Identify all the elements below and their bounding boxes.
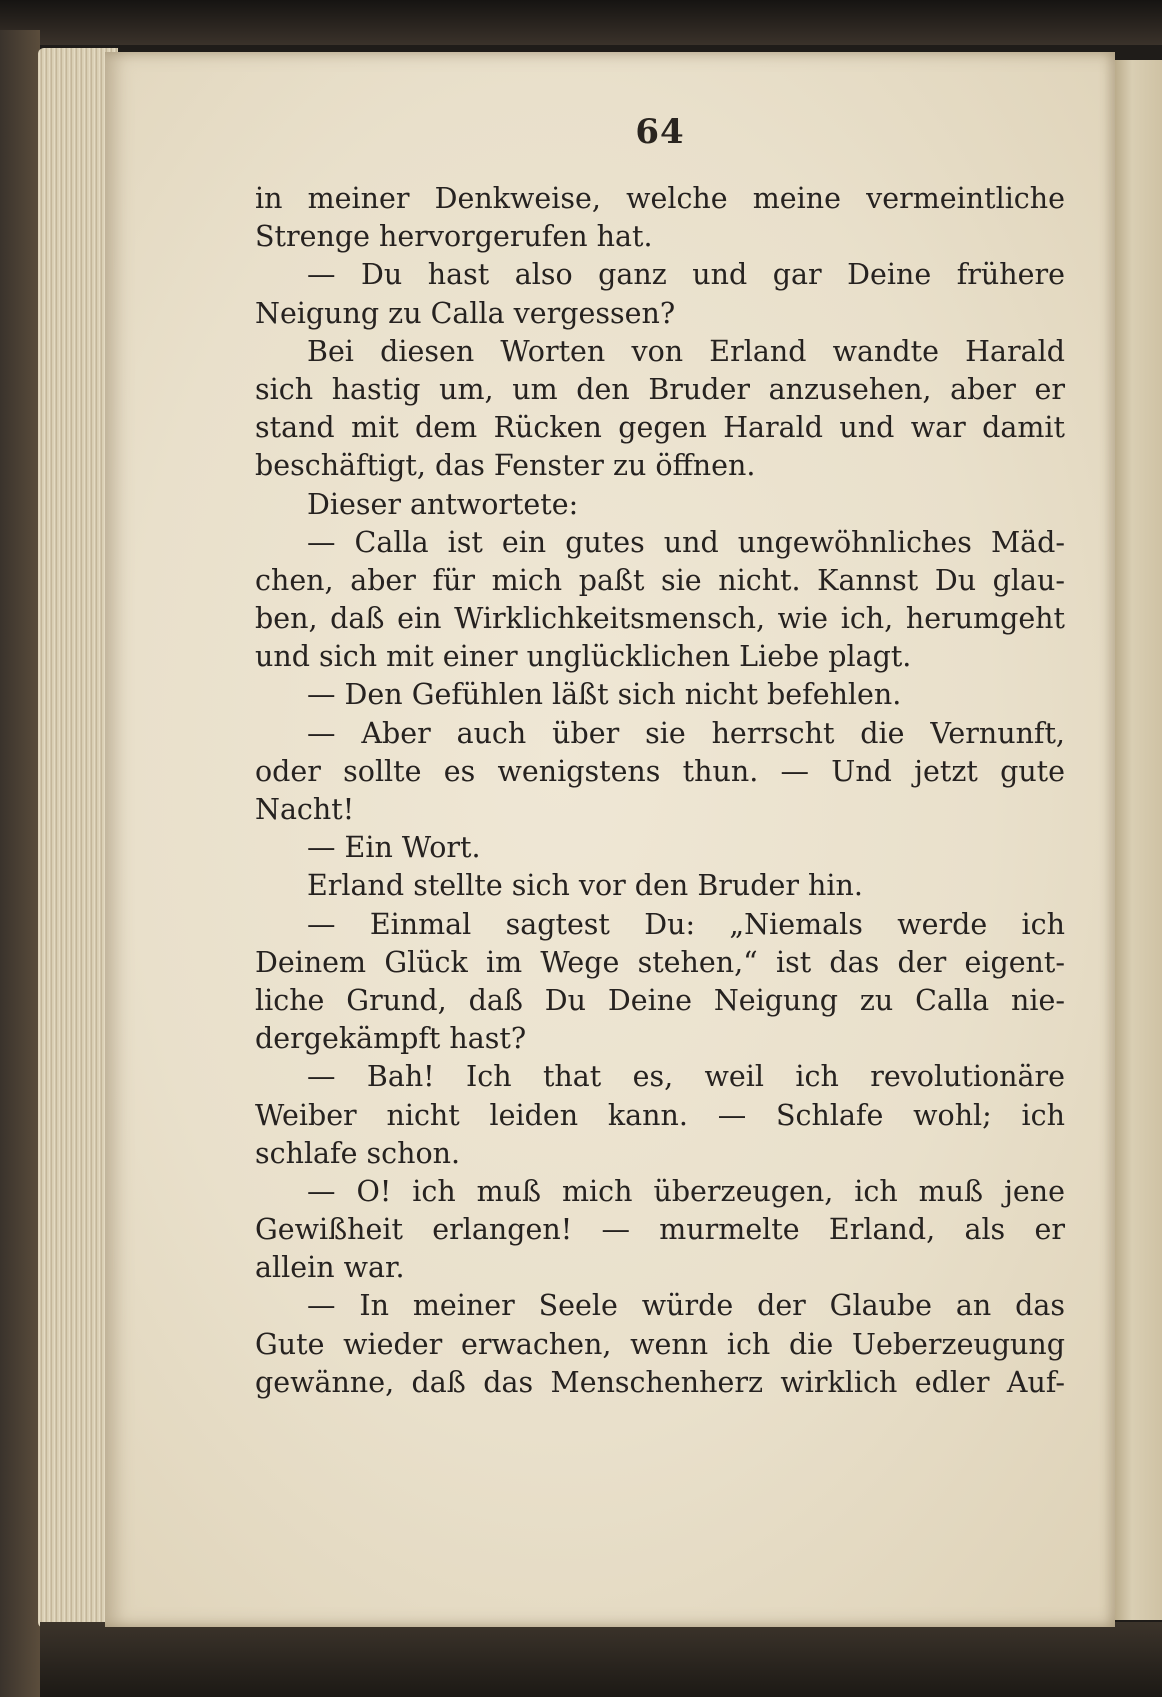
text-line: beschäftigt, das Fenster zu öffnen.: [255, 449, 756, 483]
text-line: Weiber nicht leiden kann. — Schlafe wohl; ich: [255, 1098, 1065, 1132]
text-line: — Bah! Ich that es, weil ich revolutionäre: [307, 1060, 1065, 1094]
book-cover-left: [0, 30, 40, 1697]
text-line: stand mit dem Rücken gegen Harald und war damit: [255, 411, 1065, 445]
page-text: [255, 180, 1065, 1402]
text-line: — In meiner Seele würde der Glaube an das: [307, 1289, 1065, 1323]
text-line: Gute wieder erwachen, wenn ich die Ueberzeugung: [255, 1327, 1065, 1361]
text-line: und sich mit einer unglücklichen Liebe plagt.: [255, 640, 912, 674]
text-line: Deinem Glück im Wege stehen,“ ist das der eigent-: [255, 945, 1065, 979]
text-line: Dieser antwortete:: [307, 487, 579, 521]
book-bottom-edge: [40, 1622, 1162, 1697]
text-line: in meiner Denkweise, welche meine vermeintliche: [255, 182, 1065, 215]
next-page-sliver: [1112, 60, 1162, 1620]
text-line: — Du hast also ganz und gar Deine frühere: [307, 258, 1065, 292]
text-line: — Den Gefühlen läßt sich nicht befehlen.: [307, 678, 902, 712]
text-line: gewänne, daß das Menschenherz wirklich edler Auf-: [255, 1365, 1065, 1399]
text-line: liche Grund, daß Du Deine Neigung zu Calla nie-: [255, 983, 1065, 1017]
text-line: sich hastig um, um den Bruder anzusehen, aber er: [255, 372, 1065, 406]
text-line: chen, aber für mich paßt sie nicht. Kannst Du glau-: [255, 563, 1065, 597]
text-line: Nacht!: [255, 793, 355, 826]
text-line: Strenge hervorgerufen hat.: [255, 220, 653, 254]
text-line: Gewißheit erlangen! — murmelte Erland, als er: [255, 1213, 1065, 1247]
book-cover-top: [0, 0, 1162, 45]
text-line: — Ein Wort.: [307, 831, 481, 865]
text-line: Neigung zu Calla vergessen?: [255, 296, 676, 330]
text-line: schlafe schon.: [255, 1136, 461, 1170]
page-number: 64: [635, 112, 685, 152]
text-line: — O! ich muß mich überzeugen, ich muß jene: [307, 1174, 1065, 1208]
text-line: ben, daß ein Wirklichkeitsmensch, wie ich, herumgeht: [255, 602, 1065, 636]
text-line: — Einmal sagtest Du: „Niemals werde ich: [307, 907, 1065, 941]
text-line: allein war.: [255, 1251, 405, 1285]
text-line: dergekämpft hast?: [255, 1022, 527, 1056]
text-line: Erland stellte sich vor den Bruder hin.: [307, 869, 863, 903]
text-line: oder sollte es wenigstens thun. — Und jetzt gute: [255, 754, 1065, 788]
text-line: — Aber auch über sie herrscht die Vernunft,: [307, 716, 1065, 750]
text-line: Bei diesen Worten von Erland wandte Harald: [307, 334, 1065, 368]
text-line: — Calla ist ein gutes und ungewöhnliches Mäd-: [307, 525, 1065, 559]
